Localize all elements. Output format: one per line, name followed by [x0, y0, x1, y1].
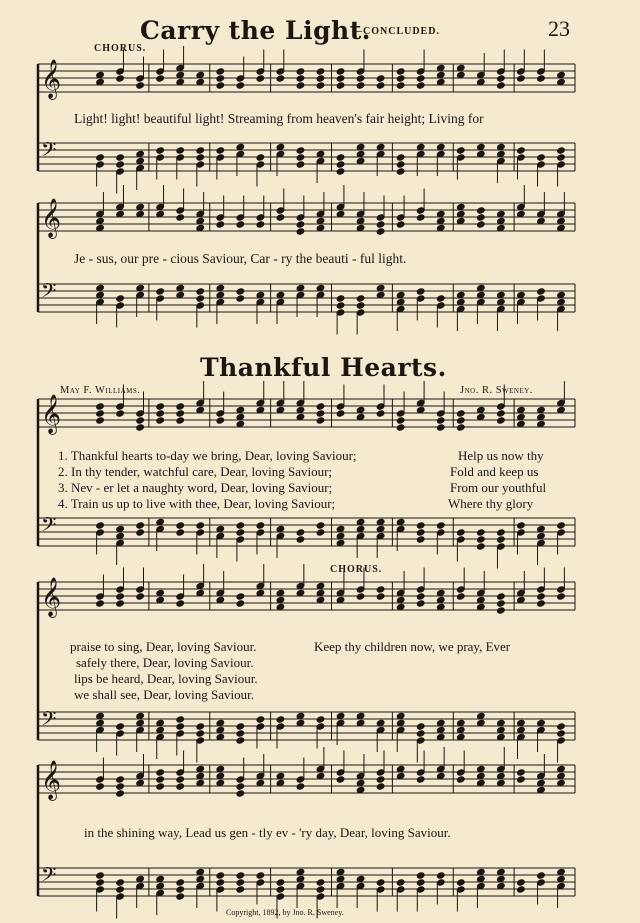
verse-4-right: Where thy glory [448, 496, 534, 511]
verse-3-left: 3. Nev - er let a naughty word, Dear, loving Saviour; [58, 480, 333, 495]
hymn2-title: Thankful Hearts. [200, 353, 447, 382]
hymn1-title: Carry the Light. [140, 16, 371, 45]
hymn2-composer: Jno. R. Sweney. [460, 385, 533, 396]
verse-2-continuation: safely there, Dear, loving Saviour. [76, 655, 254, 670]
verse-1-continuation: praise to sing, Dear, loving Saviour. [70, 639, 257, 654]
hymn1-lyric-line-2: Je - sus, our pre - cious Saviour, Car - ry the beauti - ful light. [74, 251, 407, 266]
verse-1-right: Help us now thy [458, 448, 544, 463]
bass-clef-icon: 𝄢 [41, 707, 57, 735]
bass-clef-icon: 𝄢 [41, 138, 57, 166]
bass-clef-icon: 𝄢 [41, 513, 57, 541]
verse-3-right: From our youthful [450, 480, 547, 495]
chorus-line-1: Keep thy children now, we pray, Ever [314, 639, 511, 654]
chorus-line-2: in the shining way, Lead us gen - tly ev - 'ry day, Dear, loving Saviour. [84, 825, 451, 840]
hymn2-chorus-label: CHORUS. [330, 564, 383, 575]
bass-clef-icon: 𝄢 [41, 863, 57, 891]
verse-4-left: 4. Train us up to live with thee, Dear, loving Saviour; [58, 496, 336, 511]
hymn1-concluded-label: —CONCLUDED. [352, 26, 440, 37]
verse-2-right: Fold and keep us [450, 464, 539, 479]
verse-2-left: 2. In thy tender, watchful care, Dear, loving Saviour; [58, 464, 333, 479]
treble-clef-icon: 𝄞 [41, 577, 62, 617]
hymn1-chorus-label: CHORUS. [94, 43, 147, 54]
treble-clef-icon: 𝄞 [41, 59, 62, 99]
treble-clef-icon: 𝄞 [41, 394, 62, 434]
treble-clef-icon: 𝄞 [41, 760, 62, 800]
hymn2-author: May F. Williams. [60, 385, 141, 396]
verse-1-left: 1. Thankful hearts to-day we bring, Dear, loving Saviour; [58, 448, 357, 463]
bass-clef-icon: 𝄢 [41, 279, 57, 307]
verse-3-continuation: lips be heard, Dear, loving Saviour. [74, 671, 258, 686]
page-number: 23 [548, 16, 570, 41]
hymn1-lyric-line-1: Light! light! beautiful light! Streaming from heaven's fair height; Living for [74, 111, 484, 126]
treble-clef-icon: 𝄞 [41, 198, 62, 238]
copyright-notice: Copyright, 1892, by Jno. R. Sweney. [226, 908, 344, 917]
verse-4-continuation: we shall see, Dear, loving Saviour. [74, 687, 254, 702]
